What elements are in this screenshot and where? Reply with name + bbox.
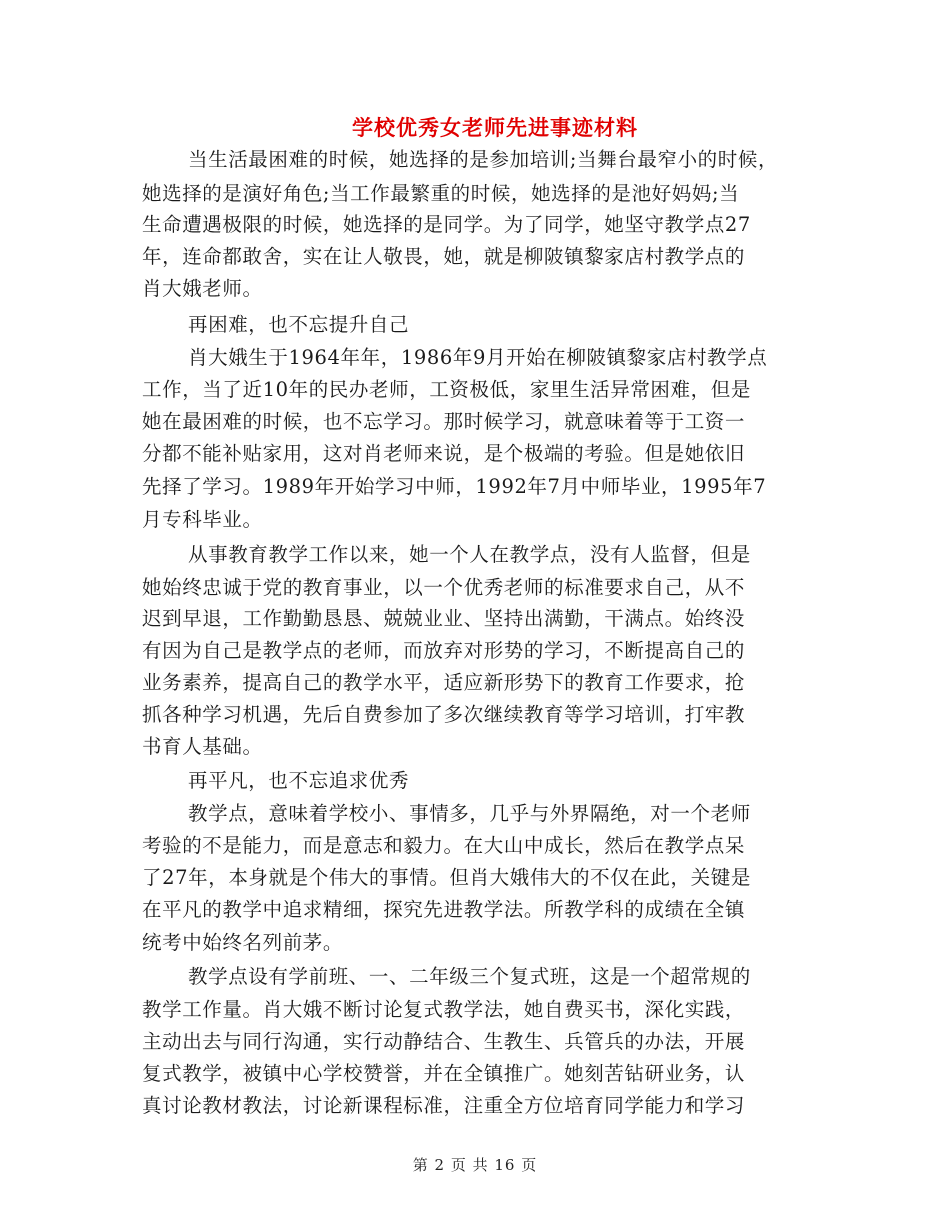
text-line: 真讨论教材教法，讨论新课程标准，注重全方位培育同学能力和学习 (142, 1094, 746, 1117)
text-line: 迟到早退，工作勤勤恳恳、兢兢业业、坚持出满勤，干满点。始终没 (142, 607, 746, 630)
text-line: 教学点，意味着学校小、事情多，几乎与外界隔绝，对一个老师 (188, 802, 751, 825)
text-line: 业务素养，提高自己的教学水平，适应新形势下的教育工作要求，抢 (142, 671, 746, 694)
text-line: 教学点设有学前班、一、二年级三个复式班，这是一个超常规的 (188, 965, 751, 988)
text-line: 主动出去与同行沟通，实行动静结合、生教生、兵管兵的办法，开展 (142, 1030, 746, 1053)
document-title: 学校优秀女老师先进事迹材料 (352, 115, 638, 140)
section-heading: 再平凡，也不忘追求优秀 (188, 769, 410, 792)
text-line: 肖大娥生于1964年年，1986年9月开始在柳陂镇黎家店村教学点 (188, 346, 768, 369)
text-line: 她在最困难的时候，也不忘学习。那时候学习，就意味着等于工资一 (142, 410, 746, 433)
text-line: 从事教育教学工作以来，她一个人在教学点，没有人监督，但是 (188, 543, 751, 566)
text-line: 月专科毕业。 (142, 508, 263, 531)
text-line: 了27年，本身就是个伟大的事情。但肖大娥伟大的不仅在此，关键是 (142, 866, 751, 889)
text-line: 在平凡的教学中追求精细，探究先进教学法。所教学科的成绩在全镇 (142, 898, 746, 921)
text-line: 复式教学，被镇中心学校赞誉，并在全镇推广。她刻苦钻研业务，认 (142, 1062, 746, 1085)
text-line: 抓各种学习机遇，先后自费参加了多次继续教育等学习培训，打牢教 (142, 703, 746, 726)
text-line: 教学工作量。肖大娥不断讨论复式教学法，她自费买书，深化实践， (142, 998, 746, 1021)
text-line: 肖大娥老师。 (142, 277, 263, 300)
text-line: 年，连命都敢舍，实在让人敬畏，她，就是柳陂镇黎家店村教学点的 (142, 245, 746, 268)
text-line: 先择了学习。1989年开始学习中师，1992年7月中师毕业，1995年7 (142, 475, 767, 498)
text-line: 她始终忠诚于党的教育事业，以一个优秀老师的标准要求自己，从不 (142, 576, 746, 599)
text-line: 当生活最困难的时候，她选择的是参加培训;当舞台最窄小的时候， (188, 148, 779, 171)
text-line: 考验的不是能力，而是意志和毅力。在大山中成长，然后在教学点呆 (142, 834, 746, 857)
page-number: 第 2 页 共 16 页 (412, 1156, 538, 1174)
text-line: 分都不能补贴家用，这对肖老师来说，是个极端的考验。但是她依旧 (142, 442, 746, 465)
text-line: 工作，当了近10年的民办老师，工资极低，家里生活异常困难，但是 (142, 378, 751, 401)
text-line: 有因为自己是教学点的老师，而放弃对形势的学习，不断提高自己的 (142, 639, 746, 662)
section-heading: 再困难，也不忘提升自己 (188, 313, 410, 336)
text-line: 统考中始终名列前茅。 (142, 931, 344, 954)
text-line: 书育人基础。 (142, 735, 263, 758)
text-line: 生命遭遇极限的时候，她选择的是同学。为了同学，她坚守教学点27 (142, 213, 751, 236)
text-line: 她选择的是演好角色;当工作最繁重的时候，她选择的是池好妈妈;当 (142, 182, 740, 205)
